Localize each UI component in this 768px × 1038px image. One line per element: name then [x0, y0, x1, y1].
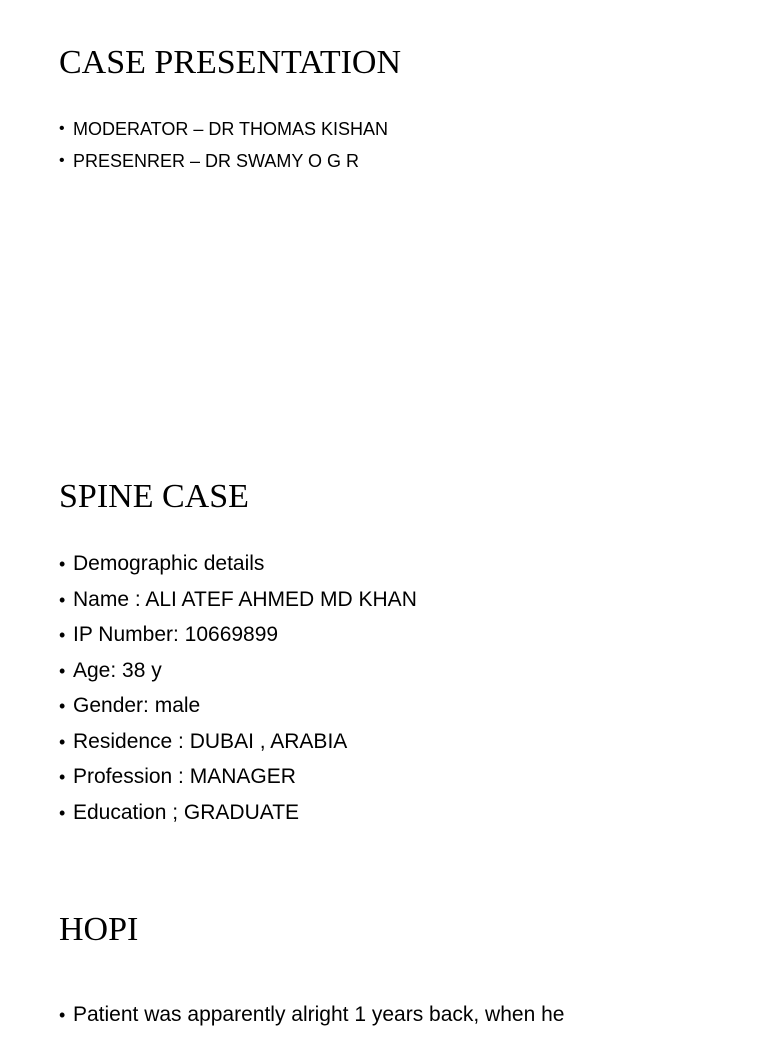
bullet-item-demographic-details: • Demographic details [59, 551, 417, 587]
bullet-item-education: • Education ; GRADUATE [59, 800, 417, 836]
bullet-list [59, 551, 417, 835]
bullet-item-profession: • Profession : MANAGER [59, 764, 417, 800]
slide-title: CASE PRESENTATION [59, 44, 402, 81]
bullet-item-gender: • Gender: male [59, 693, 417, 729]
bullet-item-moderator: • MODERATOR – DR THOMAS KISHAN [59, 118, 388, 150]
bullet-item-age: • Age: 38 y [59, 658, 417, 694]
bullet-item-history: • Patient was apparently alright 1 years back, when he [59, 1002, 564, 1038]
slide-title: SPINE CASE [59, 478, 249, 515]
bullet-item-ip-number: • IP Number: 10669899 [59, 622, 417, 658]
bullet-list [59, 1002, 564, 1038]
bullet-item-residence: • Residence : DUBAI , ARABIA [59, 729, 417, 765]
bullet-item-presenter: • PRESENRER – DR SWAMY O G R [59, 150, 388, 182]
slide-title: HOPI [59, 911, 139, 948]
bullet-item-name: • Name : ALI ATEF AHMED MD KHAN [59, 587, 417, 623]
bullet-list [59, 118, 388, 182]
